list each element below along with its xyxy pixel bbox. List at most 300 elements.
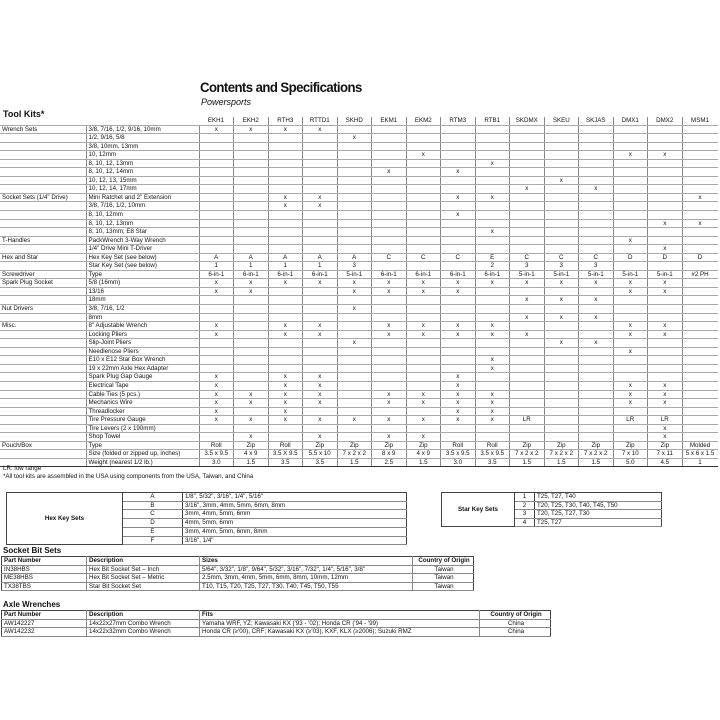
row-value: Zip [372,441,407,450]
row-value [682,185,718,194]
row-value [544,202,579,211]
table-row [0,236,718,245]
row-value [268,168,303,177]
row-value [372,236,407,245]
row-value: C [579,253,614,262]
row-value [441,151,476,160]
row-value [199,296,234,305]
row-value [234,245,269,254]
row-value [372,245,407,254]
table-row [0,381,718,390]
row-value: A [199,253,234,262]
row-value: x [234,390,269,399]
row-value [337,193,372,202]
row-value: Zip [337,441,372,450]
row-value: 5-in-1 [579,270,614,279]
star-set-number: 2 [515,501,535,510]
page-subtitle: Powersports [201,97,252,107]
row-value [303,134,338,143]
row-value: x [441,399,476,408]
row-value: x [613,287,648,296]
row-value [199,364,234,373]
row-value [303,142,338,151]
row-value: x [648,151,683,160]
row-value [682,176,718,185]
row-value [648,125,683,134]
row-value [372,185,407,194]
socket-bit-sets-heading: Socket Bit Sets [3,546,62,555]
row-value: x [303,373,338,382]
row-value [475,236,510,245]
row-value [406,228,441,237]
row-value [544,407,579,416]
row-value [510,356,545,365]
column-header: Description [87,557,200,566]
row-value [372,356,407,365]
row-value [510,125,545,134]
row-value [303,424,338,433]
row-value [406,168,441,177]
row-value: Roll [199,441,234,450]
row-value [372,424,407,433]
table-cell: AW142232 [2,628,87,637]
row-value [441,202,476,211]
row-value [475,424,510,433]
row-value [406,211,441,220]
row-category [0,407,86,416]
socket-bit-sets-header-row [2,557,474,566]
row-value: x [337,305,372,314]
row-value: 5-in-1 [544,270,579,279]
row-value: x [579,296,614,305]
row-value [682,151,718,160]
row-value [268,347,303,356]
row-item: 8" Adjustable Wrench [86,322,199,331]
row-value [234,193,269,202]
row-value [579,228,614,237]
row-value: x [406,151,441,160]
row-value [613,176,648,185]
row-value [441,142,476,151]
row-category [0,356,86,365]
row-value [441,339,476,348]
row-value: x [441,407,476,416]
row-value [579,305,614,314]
row-value [372,339,407,348]
table-cell: 2.5mm, 3mm, 4mm, 5mm, 6mm, 8mm, 10mm, 12mm [200,574,413,583]
row-value [199,245,234,254]
row-value [337,390,372,399]
row-value [234,159,269,168]
row-value [613,305,648,314]
row-category [0,433,86,442]
row-value: 5-in-1 [613,270,648,279]
table-row [0,407,718,416]
column-header: EKM1 [372,117,407,125]
row-value: x [648,424,683,433]
row-value [441,433,476,442]
row-value [475,296,510,305]
table-cell: ME38HBS [2,574,87,583]
row-value: 3.5 x 9.5 [475,450,510,459]
row-item: 8, 10, 12, 14mm [86,168,199,177]
row-value: x [613,330,648,339]
table-row [0,159,718,168]
row-value [544,305,579,314]
row-value [199,202,234,211]
row-value: 5.0 [613,458,648,467]
table-row [7,493,407,502]
row-value [579,245,614,254]
row-value [372,373,407,382]
row-value: x [337,134,372,143]
row-value [475,305,510,314]
row-value [268,219,303,228]
row-value: Roll [475,441,510,450]
row-value [510,339,545,348]
row-value: x [372,416,407,425]
row-value [579,125,614,134]
column-header: Country of Origin [480,611,551,620]
row-value [475,125,510,134]
row-value [406,176,441,185]
row-category: T-Handles [0,236,86,245]
row-value [406,159,441,168]
row-value [199,185,234,194]
row-value: 5-in-1 [648,270,683,279]
row-value: 7 x 2 x 2 [510,450,545,459]
row-item: 13/16 [86,287,199,296]
row-item: Cable Ties (5 pcs.) [86,390,199,399]
row-value [441,185,476,194]
row-value: Roll [268,441,303,450]
row-value [199,339,234,348]
row-value: x [579,339,614,348]
row-value [682,168,718,177]
row-value [475,373,510,382]
row-value: 3 [337,262,372,271]
row-value: 1.5 [544,458,579,467]
row-value [303,219,338,228]
row-value [303,347,338,356]
row-value [234,168,269,177]
row-value: A [337,253,372,262]
row-value [475,185,510,194]
row-value [406,185,441,194]
row-value [682,322,718,331]
table-row [0,441,718,450]
row-value [303,407,338,416]
row-value [682,407,718,416]
row-value: x [579,313,614,322]
row-value [510,424,545,433]
row-value: 3.0 [441,458,476,467]
row-value: 3.0 [199,458,234,467]
row-value [372,305,407,314]
row-value: x [613,151,648,160]
row-value [682,330,718,339]
row-value: LR [613,416,648,425]
row-value [648,168,683,177]
row-value: LR [648,416,683,425]
axle-wrenches-heading: Axle Wrenches [3,600,61,609]
row-value [682,339,718,348]
row-value [337,142,372,151]
row-value [613,245,648,254]
row-item: 8, 10, 12, 13mm [86,219,199,228]
row-value [682,416,718,425]
row-value [372,159,407,168]
row-value [544,134,579,143]
table-cell: Hex Bit Socket Set – Inch [87,565,200,574]
table-row [0,424,718,433]
row-category [0,228,86,237]
table-row [0,305,718,314]
row-value [544,142,579,151]
row-value: Zip [406,441,441,450]
row-value: x [475,390,510,399]
row-value [337,407,372,416]
table-cell: 14x22x27mm Combo Wrench [87,619,200,628]
table-row [0,193,718,202]
table-cell: Taiwan [413,582,474,591]
row-value: x [475,228,510,237]
row-value [268,364,303,373]
row-value: x [682,193,718,202]
row-value [372,193,407,202]
table-cell: China [480,628,551,637]
row-value [337,347,372,356]
row-value: 7 x 2 x 2 [544,450,579,459]
row-value [648,262,683,271]
row-value [510,287,545,296]
star-set-number: 4 [515,518,535,527]
row-value [441,134,476,143]
row-value [475,313,510,322]
row-value [372,313,407,322]
row-value [579,364,614,373]
row-value [579,416,614,425]
table-row [0,322,718,331]
row-value: x [268,407,303,416]
row-value [544,287,579,296]
table-row [0,373,718,382]
row-value [475,381,510,390]
table-cell: Honda CR (≥'00), CRF; Kawasaki KX (≥'03), KXF, KLX (≥2006); Suzuki RMZ [200,628,480,637]
lr-note: LR: low range [3,465,42,472]
row-value [199,142,234,151]
hex-set-sizes: 1/8", 5/32", 3/16", 1/4", 5/16" [183,493,407,502]
hex-set-sizes: 3/16", 3mm, 4mm, 5mm, 6mm, 8mm [183,501,407,510]
row-category [0,347,86,356]
row-value [406,305,441,314]
row-value [337,151,372,160]
row-value [372,407,407,416]
row-category [0,330,86,339]
row-value [303,245,338,254]
row-value: 1 [303,262,338,271]
row-value [199,193,234,202]
row-value: x [372,390,407,399]
row-value: 1.5 [510,458,545,467]
row-value [510,364,545,373]
hex-set-sizes: 3mm, 4mm, 5mm, 6mm, 8mm [183,527,407,536]
table-row [0,287,718,296]
row-value [441,305,476,314]
hex-set-letter: E [123,527,183,536]
page-title: Contents and Specifications [200,79,362,95]
row-item: Tire Levers (2 x 190mm) [86,424,199,433]
row-value: x [372,168,407,177]
row-item: Size (folded or zipped up, inches) [86,450,199,459]
row-category [0,168,86,177]
row-value [613,142,648,151]
row-value [303,236,338,245]
row-value [441,125,476,134]
hex-set-sizes: 4mm, 5mm, 6mm [183,519,407,528]
row-value [682,433,718,442]
row-value: x [406,399,441,408]
row-category [0,287,86,296]
table-row [0,134,718,143]
row-value [406,296,441,305]
row-value: x [303,330,338,339]
row-item: 3/8, 7/16, 1/2, 10mm [86,202,199,211]
row-item: Hex Key Set (see below) [86,253,199,262]
row-value: 7 x 10 [613,450,648,459]
row-value [337,322,372,331]
row-value [648,305,683,314]
row-value: x [510,313,545,322]
row-value [682,347,718,356]
row-value [613,373,648,382]
row-value: x [406,416,441,425]
row-value: Zip [234,441,269,450]
row-value [613,202,648,211]
row-value: C [510,253,545,262]
row-item: PackWrench 3-Way Wrench [86,236,199,245]
row-category [0,202,86,211]
row-value [682,125,718,134]
column-header: Part Number [2,611,87,620]
row-value [406,347,441,356]
row-value: 6-in-1 [406,270,441,279]
row-value [475,245,510,254]
row-value [648,236,683,245]
row-value: C [441,253,476,262]
star-set-sizes: T25, T27 [535,518,662,527]
row-value [199,151,234,160]
row-value [544,219,579,228]
column-header: Description [87,611,200,620]
row-value [613,168,648,177]
row-value [441,296,476,305]
hex-set-sizes: 3mm, 4mm, 5mm, 6mm [183,510,407,519]
row-value [372,176,407,185]
row-value: x [613,236,648,245]
row-value [303,176,338,185]
row-value [648,356,683,365]
row-value [544,185,579,194]
table-row [0,339,718,348]
row-item: Mechanics Wire [86,399,199,408]
row-value: x [648,330,683,339]
row-value [544,151,579,160]
row-value [337,125,372,134]
row-item: Slip-Joint Pliers [86,339,199,348]
row-value: 1.5 [234,458,269,467]
row-value [303,151,338,160]
row-value: x [303,416,338,425]
row-value: D [682,253,718,262]
row-item: 1/4" Drive Mini T-Driver [86,245,199,254]
row-value [199,176,234,185]
row-value [579,381,614,390]
table-row [2,582,474,591]
row-value [648,176,683,185]
row-value: Roll [441,441,476,450]
row-value: x [234,416,269,425]
row-value: x [303,202,338,211]
row-value [406,219,441,228]
row-value [234,347,269,356]
row-value: x [303,433,338,442]
row-value [475,211,510,220]
row-value [234,339,269,348]
column-header: SKJAS [579,117,614,125]
row-value: x [303,193,338,202]
row-category: Nut Drivers [0,305,86,314]
row-value: x [268,390,303,399]
row-category: Socket Sets (1/4" Drive) [0,193,86,202]
column-header: EKM2 [406,117,441,125]
row-value [613,262,648,271]
row-value [441,228,476,237]
row-value [648,296,683,305]
row-value [682,211,718,220]
row-item: Type [86,441,199,450]
row-value [268,339,303,348]
row-value [303,211,338,220]
row-value [268,424,303,433]
row-value: x [303,381,338,390]
column-header: Fits [200,611,480,620]
row-value: x [406,322,441,331]
row-value [441,219,476,228]
row-value: x [648,381,683,390]
row-value [268,211,303,220]
row-value [682,262,718,271]
row-value: x [475,330,510,339]
row-value [544,159,579,168]
table-row [0,185,718,194]
row-value: x [441,330,476,339]
row-category [0,416,86,425]
row-value: x [510,185,545,194]
row-category [0,211,86,220]
table-cell: TX38TBS [2,582,87,591]
table-row [0,347,718,356]
row-value [372,296,407,305]
row-value: D [648,253,683,262]
row-value [372,219,407,228]
row-value: 3.5 x 9.5 [199,450,234,459]
row-value [441,364,476,373]
axle-wrenches-table [1,610,551,637]
row-value [544,364,579,373]
row-category: Pouch/Box [0,441,86,450]
row-value [613,193,648,202]
